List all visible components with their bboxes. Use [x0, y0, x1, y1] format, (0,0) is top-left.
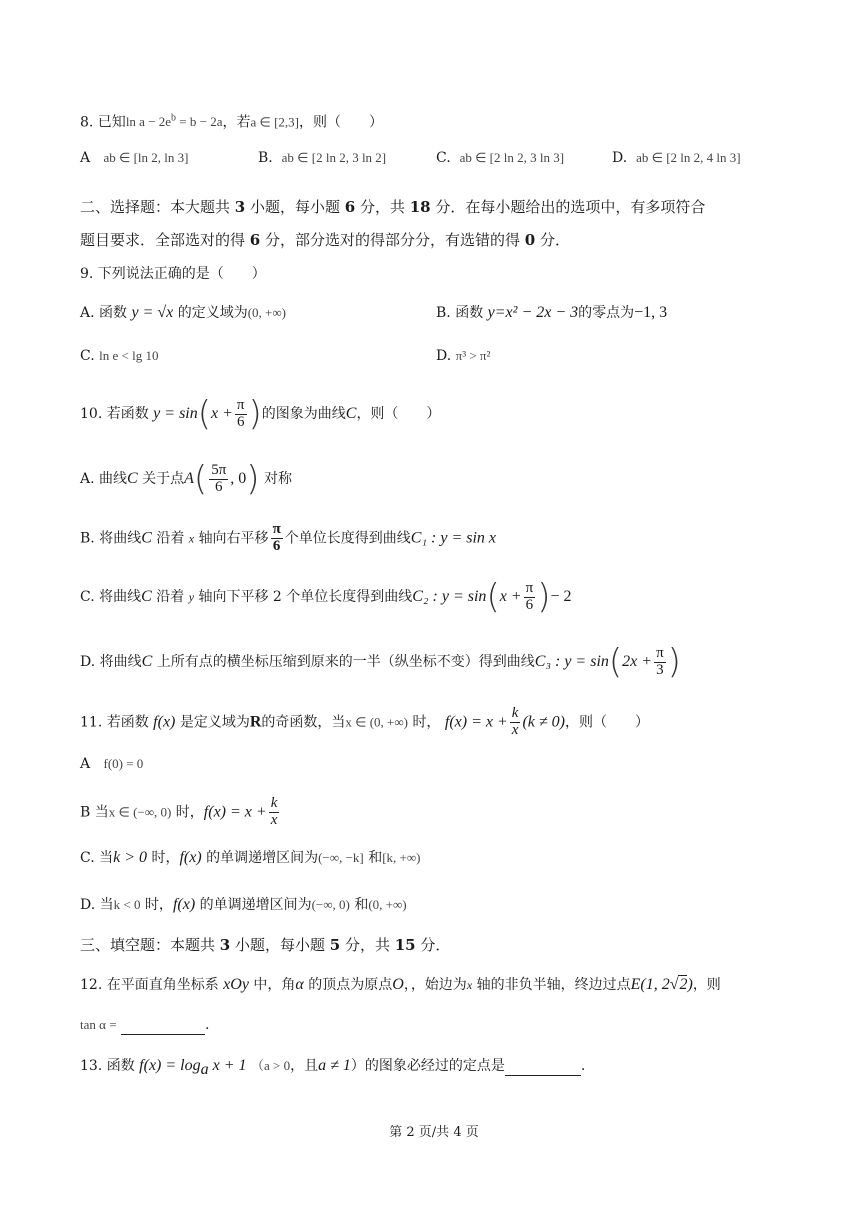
q11-option-a: A f(0) = 0 — [80, 756, 144, 772]
q13-stem: 13. 函数 $f(x) = \log_a x + 1$ （a > 0，且a ≠ 1）的图象必经过的定点是 . — [80, 1057, 586, 1078]
q11-option-b: B 当x ∈ (−∞, 0) 时，f(x) = x + $\frac{k}{x}$ — [80, 795, 278, 828]
q8-condition: $\ln a - 2e^b = b - 2a$ — [125, 113, 223, 130]
q9-option-a: A. 函数 y = √x 的定义域为(0, +∞) — [80, 304, 286, 321]
q8-range: a ∈ [2,3] — [250, 114, 299, 130]
q8-option-b: B. ab ∈ [2 ln 2, 3 ln 2] — [258, 150, 387, 166]
q10-option-b: B. 将曲线C 沿着 x 轴向右平移 $\frac{\pi}{6}$ 个单位长度得到曲线C₁ : y = sin x — [80, 521, 497, 554]
section-2-heading: 二、选择题：本大题共 3 小题，每小题 6 分，共 18 分．在每小题给出的选项中，有多项符合 — [80, 198, 706, 216]
q11-option-c: C. 当k > 0 时，f(x) 的单调递增区间为(−∞, −k] 和[k, +∞) — [80, 849, 421, 866]
q10-stem: 10. 若函数 y = sin(x + $\frac{\pi}{6}$ )的图象为曲线C，则（ ） — [80, 394, 441, 434]
q10-option-a: A. 曲线C 关于点A( $\frac{5\pi}{6}$ , 0) 对称 — [80, 459, 292, 499]
section-3-heading: 三、填空题：本题共 3 小题，每小题 5 分，共 15 分． — [80, 936, 451, 954]
q9-option-d: D. π³ > π² — [436, 348, 491, 364]
q8-option-a: A ab ∈ [ln 2, ln 3] — [80, 150, 189, 166]
q8-answer-paren: ，则（ ） — [299, 114, 383, 131]
q11-stem: 11. 若函数 f(x) 是定义域为R的奇函数，当x ∈ (0, +∞) 时， f(x) = x + $\frac{k}{x}$ (k ≠ 0)，则（ ） — [80, 705, 650, 738]
q12-answer-blank[interactable] — [121, 1017, 205, 1035]
q9-stem: 9. 下列说法正确的是（ ） — [80, 266, 266, 282]
q12-stem: 12. 在平面直角坐标系 xOy 中，角α 的顶点为原点O，，始边为x 轴的非负半轴，终边过点E(1, 2√2)，则 — [80, 976, 721, 993]
q12-answer-line: tan α = . — [80, 1017, 210, 1033]
q8-number: 8. 已知 — [80, 114, 126, 131]
q9-option-b: B. 函数 y=x² − 2x − 3的零点为−1, 3 — [436, 304, 668, 321]
page-footer: 第 2 页/共 4 页 — [389, 1125, 479, 1140]
q9-option-c: C. ln e < lg 10 — [80, 348, 159, 364]
q10-option-d: D. 将曲线C 上所有点的横坐标压缩到原来的一半（纵坐标不变）得到曲线C₃ : y = sin(2x + $\frac{\pi}{3}$ ) — [80, 642, 681, 682]
section-2-heading-line2: 题目要求．全部选对的得 6 分，部分选对的得部分分，有选错的得 0 分． — [80, 231, 570, 249]
q8-option-c: C. ab ∈ [2 ln 2, 3 ln 3] — [436, 150, 565, 166]
q8-option-d: D. ab ∈ [2 ln 2, 4 ln 3] — [612, 150, 741, 166]
q11-option-d: D. 当k < 0 时，f(x) 的单调递增区间为(−∞, 0) 和(0, +∞) — [80, 896, 407, 913]
q8-stem: 8. 已知$\ln a - 2e^b = b - 2a$，若a ∈ [2,3]，则（ ） — [80, 113, 383, 131]
q13-answer-blank[interactable] — [505, 1058, 581, 1076]
q10-option-c: C. 将曲线C 沿着 y 轴向下平移 2 个单位长度得到曲线C₂ : y = sin(x + $\frac{\pi}{6}$ )− 2 — [80, 577, 572, 617]
